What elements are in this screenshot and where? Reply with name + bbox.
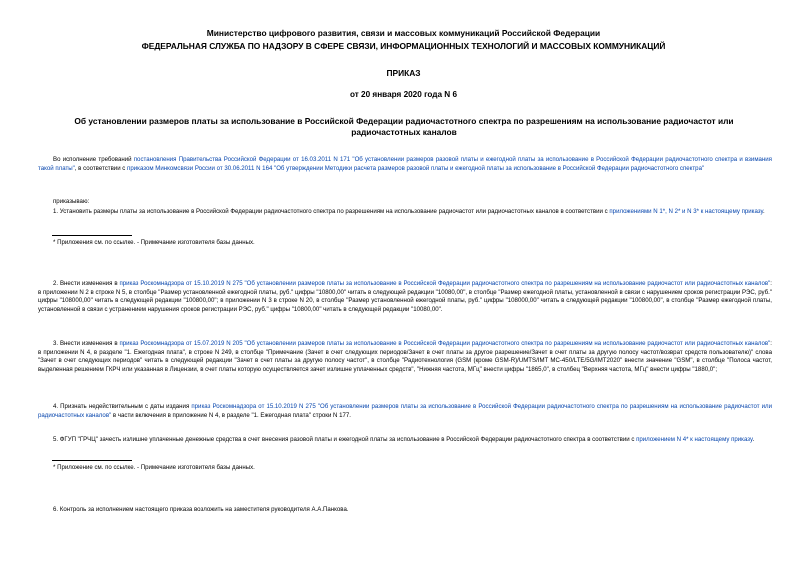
item-6: 6. Контроль за исполнением настоящего приказа возложить на заместителя руководителя А.А.Панкова. — [53, 506, 349, 513]
item-5 — [38, 436, 772, 445]
footnote-separator — [52, 235, 132, 236]
ministry-order-link[interactable]: приказом Минкомсвязи России от 30.06.2011 N 164 "Об утверждении Методики расчета размеров разовой платы и ежегодной платы за использование в Российской Федерации радиочастотного спектра" — [127, 164, 705, 172]
item-text: . — [752, 436, 755, 443]
item-text: 1. Установить размеры платы за использование в Российской Федерации радиочастотного спектра по разрешениям на использование радиочастот или радиочастотных каналов в соответствии с — [53, 208, 610, 215]
item-text: 4. Признать недействительным с даты издания — [53, 403, 192, 410]
preamble-paragraph — [38, 156, 772, 173]
preamble-text: Во исполнение требований — [53, 156, 134, 163]
order-275-link[interactable]: приказ Роскомнадзора от 15.10.2019 N 275 "Об установлении размеров платы за использование в Российской Федерации радиочастотного спектра по разрешениям на использование радиочастот или радиочастотных каналов" — [119, 280, 771, 287]
document-date-number: от 20 января 2020 года N 6 — [349, 90, 458, 99]
appendix-4-link[interactable]: приложением N 4* к настоящему приказу — [636, 436, 753, 443]
document-type: ПРИКАЗ — [386, 68, 421, 78]
item-1 — [38, 208, 772, 217]
government-decree-link[interactable]: постановления Правительства Российской Федерации от 16.03.2011 N 171 "Об установлении размеров разовой платы и ежегодной платы за использование в Российской Федерации радиочастотного спектра и взимания такой платы" — [38, 156, 772, 172]
item-text: : в приложении N 2 в строке N 5, в столбце "Размер установленной ежегодной платы, руб." цифры "10800,00" читать в следующей редакции "10080,00", в столбце "Размер ежегодной платы, установленной в связи с нарушением сроков регистрации РЭС, руб." цифры "108000,00" читать в следующей редакции "100800,00"; в приложении N 3 в строке N 20, в столбце "Размер установленной ежегодной платы, руб." цифры "108000,00" читать в следующей редакции "100800,00", в столбце "Размер ежегодной платы, установленной в связи с устранением нарушения сроков регистрации РЭС, руб." цифры "10800,00" читать в следующей редакции "10080,00". — [38, 280, 772, 313]
ministry-name: Министерство цифрового развития, связи и массовых коммуникаций Российской Федерации — [206, 28, 601, 38]
item-2 — [38, 280, 772, 314]
preamble-text: , в соответствии с — [74, 164, 128, 172]
order-205-link[interactable]: приказ Роскомнадзора от 15.07.2019 N 205 "Об установлении размеров платы за использование в Российской Федерации радиочастотного спектра по разрешениям на использование радиочастот или радиочастотных каналов" — [119, 340, 771, 347]
item-text: . — [762, 208, 765, 215]
document-title: Об установлении размеров платы за использование в Российской Федерации радиочастотного спектра по разрешениям на использование радиочастот или радиочастотных каналов — [74, 116, 734, 137]
footnote-1: * Приложения см. по ссылке. - Примечание изготовителя базы данных. — [53, 239, 255, 246]
item-text: : в приложении N 4, в разделе "1. Ежегодная плата", в строке N 249, в столбце "Примечание (Зачет в счет следующих периодов/Зачет в счет платы за другое разрешение/Зачет в счет платы за другую полосу частот/возврат средств пользователю)" слова "Зачет в счет следующих периодов" читать в следующей редакции "Зачет в счет платы за другую полосу частот", в столбце "Радиотехнология (GSM (кроме GSM-R)/UMTS/IMT MC-450/LTE/5G/IMT2020" внести значение "GSM", в столбце "Полоса частот, выделенная решением ГКРЧ или указанная в Лицензии, в счет платы которую осуществляется зачет излишне уплаченных средств", "Нижняя частота, МГц" внести цифры "1865,0", в столбец "Верхняя частота, МГц" внести цифры "1880,0"; — [38, 340, 772, 373]
order-word: приказываю: — [53, 198, 90, 205]
footnote-separator — [52, 460, 132, 461]
footnote-2: * Приложение см. по ссылке. - Примечание изготовителя базы данных. — [53, 464, 255, 471]
order-275-invalidate-link[interactable]: приказ Роскомнадзора от 15.10.2019 N 275 "Об установлении размеров платы за использование в Российской Федерации радиочастотного спектра по разрешениям на использование радиочастот или радиочастотных каналов" — [38, 403, 773, 419]
item-text: 5. ФГУП "ГРЧЦ" зачесть излишне уплаченные денежные средства в счет внесения разовой платы и ежегодной платы за использование в Российской Федерации радиочастотного спектра в соответствии с — [53, 436, 637, 443]
item-text: в части включения в приложение N 4, в разделе "1. Ежегодная плата" строки N 177. — [111, 411, 351, 419]
item-3 — [38, 340, 772, 374]
item-text: 3. Внести изменения в — [53, 340, 120, 347]
item-text: 2. Внести изменения в — [53, 280, 120, 287]
item-4 — [38, 403, 772, 420]
service-name: ФЕДЕРАЛЬНАЯ СЛУЖБА ПО НАДЗОРУ В СФЕРЕ СВЯЗИ, ИНФОРМАЦИОННЫХ ТЕХНОЛОГИЙ И МАССОВЫХ КОММУНИКАЦИЙ — [141, 41, 666, 51]
appendices-1-3-link[interactable]: приложениями N 1*, N 2* и N 3* к настоящему приказу — [609, 208, 763, 215]
